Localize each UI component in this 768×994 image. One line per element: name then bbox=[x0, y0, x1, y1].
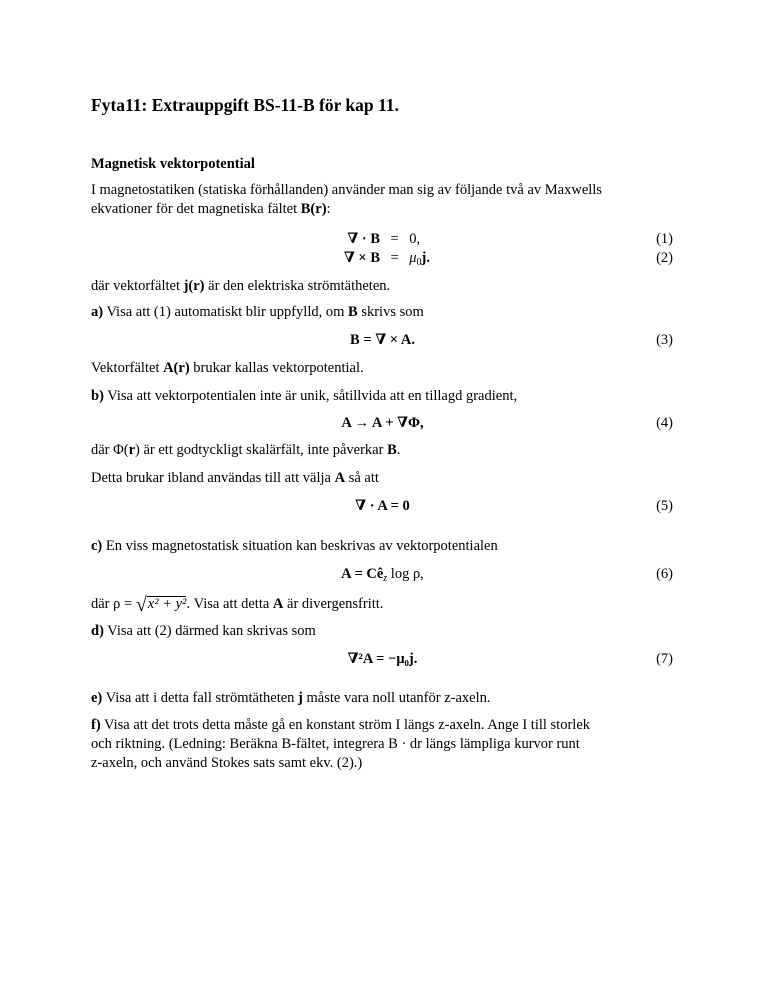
equation-5: ∇ · A = 0 bbox=[355, 498, 410, 514]
part-e-label: e) bbox=[91, 690, 103, 706]
current-density-sentence: där vektorfältet j(r) är den elektriska strömtätheten. bbox=[91, 278, 391, 294]
equation-2: ∇ × $B = \mu_0j$. bbox=[343, 250, 430, 268]
part-a-text: a) Visa att (1) automatiskt blir uppfylld, om B skrivs som bbox=[91, 304, 424, 320]
scalar-field-sentence: där Φ(r) är ett godtyckligt skalärfält, inte påverkar B. bbox=[91, 442, 401, 458]
equation-2-number: (2) bbox=[656, 250, 673, 266]
part-d-label: d) bbox=[91, 623, 104, 639]
part-a-label: a) bbox=[91, 304, 104, 320]
rho-definition-sentence: där ρ = √x² + y². Visa att detta A är divergensfritt. bbox=[91, 594, 384, 616]
equation-4-number: (4) bbox=[656, 415, 673, 431]
part-f-line-3: z-axeln, och använd Stokes sats samt ekv. (2).) bbox=[91, 755, 363, 771]
part-d-text: d) Visa att (2) därmed kan skrivas som bbox=[91, 623, 316, 639]
part-f-line-1: f) Visa att det trots detta måste gå en konstant ström I längs z-axeln. Ange I till storlek bbox=[91, 717, 591, 733]
vector-potential-sentence: Vektorfältet A(r) brukar kallas vektorpotential. bbox=[91, 360, 364, 376]
equation-3: B = ∇ × A. bbox=[350, 332, 415, 348]
equation-6-number: (6) bbox=[656, 566, 673, 582]
equation-7: ∇²A = −μ₀j. bbox=[347, 651, 418, 667]
part-c-label: c) bbox=[91, 538, 103, 554]
equation-7-number: (7) bbox=[656, 651, 673, 667]
intro-line-2: ekvationer för det magnetiska fältet B(r): bbox=[91, 201, 331, 217]
document-title: Fyta11: Extrauppgift BS-11-B för kap 11. bbox=[91, 95, 399, 115]
intro-line-1: I magnetostatiken (statiska förhållanden) använder man sig av följande två av Maxwells bbox=[91, 182, 602, 198]
equation-6: $A = Cê_z$ log ρ, bbox=[341, 566, 424, 584]
symbol-B-of-r: B(r) bbox=[300, 201, 327, 217]
part-b-text: b) Visa att vektorpotentialen inte är unik, såtillvida att en tillagd gradient, bbox=[91, 388, 518, 404]
part-f-label: f) bbox=[91, 717, 101, 733]
part-c-text: c) En viss magnetostatisk situation kan beskrivas av vektorpotentialen bbox=[91, 538, 498, 554]
part-f-line-2: och riktning. (Ledning: Beräkna B-fältet, integrera B · dr längs lämpliga kurvor runt bbox=[91, 736, 580, 752]
part-e-text: e) Visa att i detta fall strömtätheten j måste vara noll utanför z-axeln. bbox=[91, 690, 491, 706]
symbol-j-of-r: j(r) bbox=[183, 278, 205, 294]
part-b-label: b) bbox=[91, 388, 104, 404]
equation-5-number: (5) bbox=[656, 498, 673, 514]
gauge-sentence: Detta brukar ibland användas till att välja A så att bbox=[91, 470, 379, 486]
equation-3-number: (3) bbox=[656, 332, 673, 348]
square-root: √x² + y² bbox=[135, 594, 187, 616]
equation-4: A → A + ∇Φ, bbox=[341, 415, 424, 431]
equation-1-number: (1) bbox=[656, 231, 673, 247]
equation-1: ∇ · B = 0, bbox=[347, 231, 421, 247]
section-heading: Magnetisk vektorpotential bbox=[91, 156, 255, 172]
